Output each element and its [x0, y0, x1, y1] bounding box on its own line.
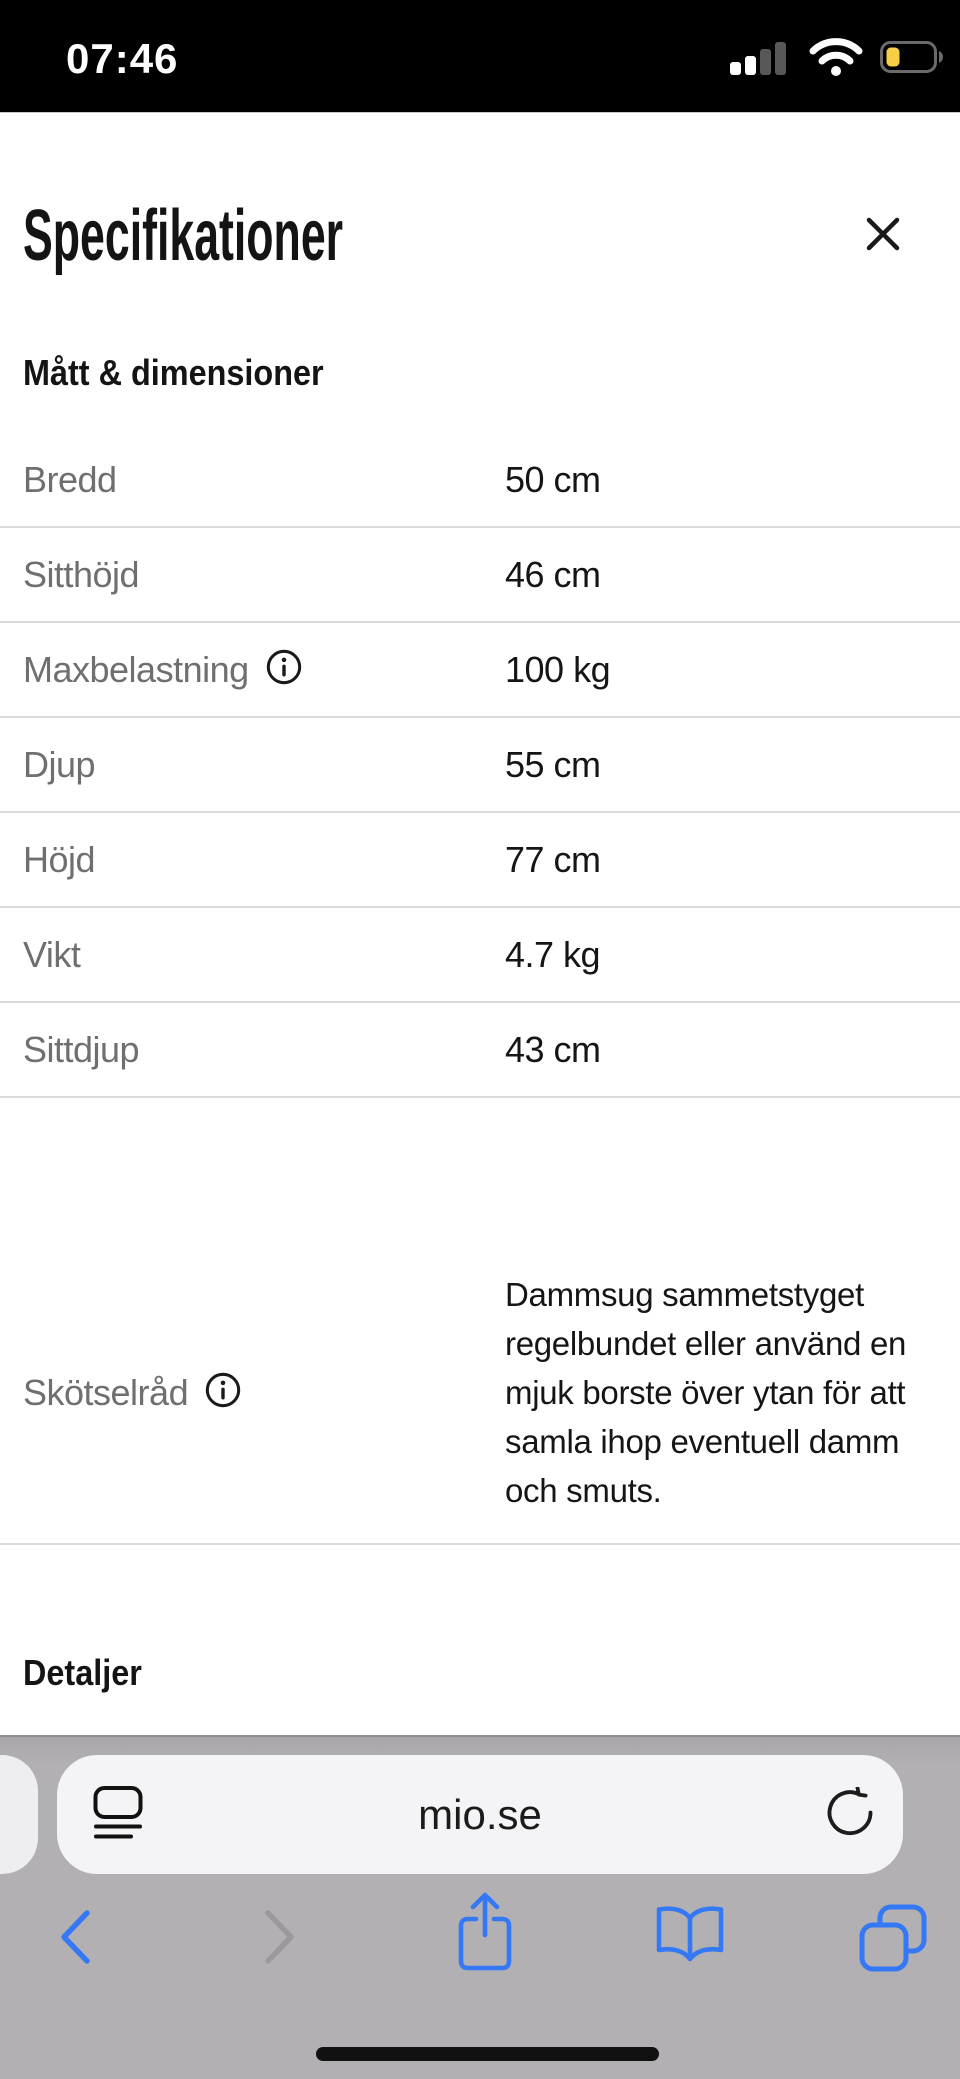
table-row-care [0, 1098, 960, 1545]
spec-label: Bredd [23, 458, 117, 500]
care-text-line: samla ihop eventuell damm [505, 1423, 900, 1460]
url-text: mio.se [418, 1790, 542, 1838]
table-row [0, 908, 960, 1003]
reader-icon [93, 1785, 143, 1844]
care-text-line: regelbundet eller använd en [505, 1325, 907, 1362]
tabs-button[interactable] [858, 1903, 928, 1978]
spec-value: 46 cm [505, 553, 601, 595]
spec-value: 55 cm [505, 743, 601, 785]
sheet-header [23, 190, 937, 282]
spec-label: Vikt [23, 933, 81, 975]
share-icon [452, 1962, 518, 1979]
spec-value: 77 cm [505, 838, 601, 880]
care-text-line: och smuts. [505, 1472, 662, 1509]
info-button[interactable] [204, 1374, 242, 1412]
care-text [505, 1270, 906, 1515]
home-indicator[interactable] [316, 2047, 659, 2061]
spec-value: 50 cm [505, 458, 601, 500]
care-text-line: mjuk borste över ytan för att [505, 1374, 906, 1411]
share-button[interactable] [452, 1889, 518, 1980]
chevron-right-icon [261, 1952, 299, 1969]
care-label: Skötselråd [23, 1371, 189, 1413]
table-row [0, 813, 960, 908]
book-icon [653, 1956, 727, 1973]
spec-label: Sittdjup [23, 1028, 140, 1070]
dimensions-section-heading: Mått & dimensioner [23, 352, 324, 393]
reader-button[interactable] [93, 1755, 143, 1874]
address-bar[interactable] [57, 1755, 903, 1874]
safari-toolbar [0, 1735, 960, 2079]
close-icon [862, 213, 904, 260]
chevron-left-icon [56, 1952, 94, 1969]
status-bar [0, 0, 960, 113]
care-text-line: Dammsug sammetstyget [505, 1276, 864, 1313]
close-button[interactable] [855, 208, 911, 264]
reload-button[interactable] [825, 1755, 875, 1874]
spec-value: 100 kg [505, 648, 611, 690]
spec-value: 4.7 kg [505, 933, 601, 975]
forward-button[interactable] [261, 1909, 299, 1970]
neighbor-tab-peek[interactable] [0, 1755, 38, 1874]
wifi-icon [808, 36, 864, 83]
spec-label: Sitthöjd [23, 553, 140, 595]
info-icon [204, 1371, 242, 1414]
table-row [0, 528, 960, 623]
spec-label: Maxbelastning [23, 648, 249, 690]
reload-icon [825, 1787, 875, 1842]
table-row [0, 1003, 960, 1098]
spec-value: 43 cm [505, 1028, 601, 1070]
cellular-signal-icon [730, 37, 792, 82]
table-row [0, 623, 960, 718]
back-button[interactable] [56, 1909, 94, 1970]
details-section-heading: Detaljer [23, 1652, 142, 1693]
bookmarks-button[interactable] [653, 1905, 727, 1974]
battery-icon [880, 40, 944, 79]
spec-label: Djup [23, 743, 96, 785]
info-icon [265, 648, 303, 691]
status-time: 07:46 [66, 35, 179, 82]
status-icons [730, 36, 944, 83]
page-title: Specifikationer [23, 196, 344, 276]
spec-table [0, 433, 960, 1098]
table-row [0, 718, 960, 813]
tabs-icon [858, 1960, 928, 1977]
spec-label: Höjd [23, 838, 96, 880]
table-row [0, 433, 960, 528]
info-button[interactable] [265, 651, 303, 689]
